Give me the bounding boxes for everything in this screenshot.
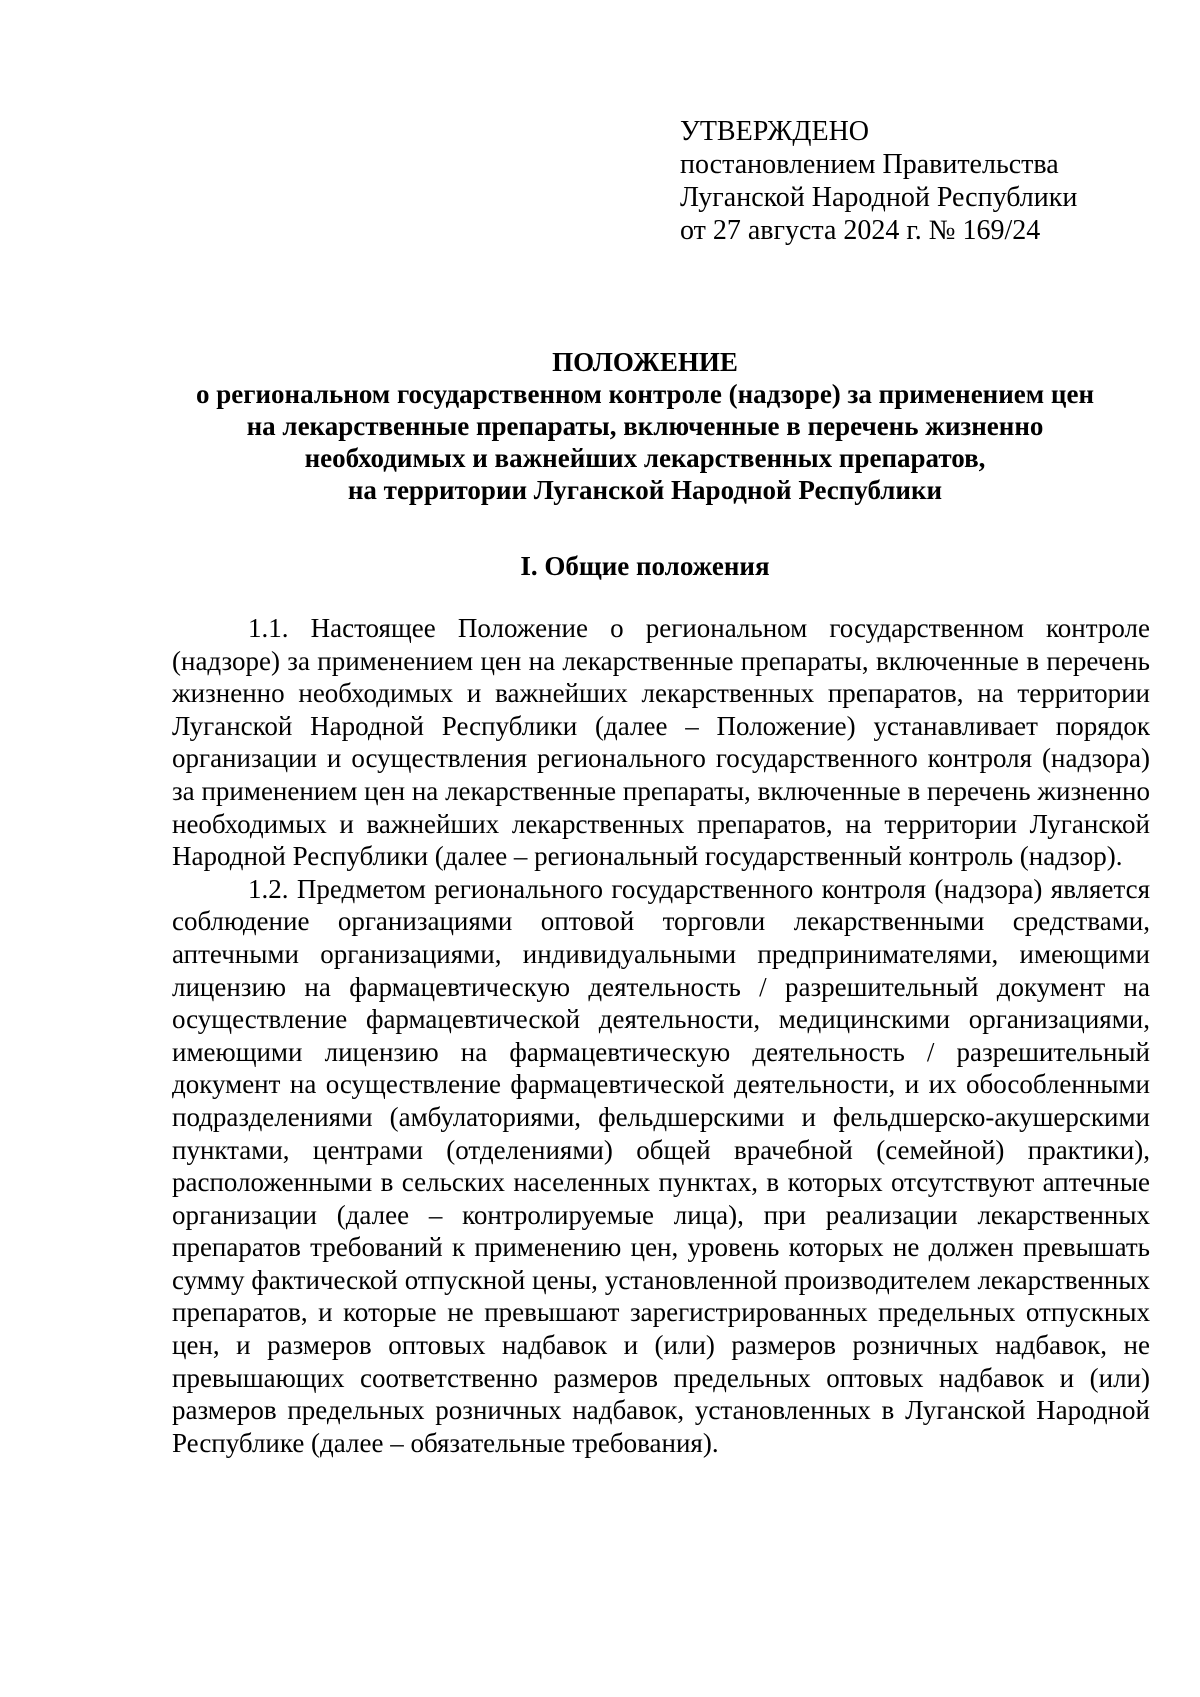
section-heading: I. Общие положения bbox=[520, 551, 770, 581]
approval-block bbox=[680, 115, 1077, 247]
approval-line: постановлением Правительства bbox=[680, 149, 1059, 180]
document-body bbox=[172, 612, 1150, 1459]
approval-date-number: от 27 августа 2024 г. № 169/24 bbox=[680, 215, 1041, 246]
document-title bbox=[150, 346, 1140, 506]
document-title-line: на территории Луганской Народной Республики bbox=[347, 475, 943, 505]
paragraph-1-2: 1.2. Предметом регионального государственного контроля (надзора) является соблюдение организациями оптовой торговли лекарственными средствами, аптечными организациями, индивидуальными предпринимателями, имеющими лицензию на фармацевтическую деятельность / разрешительный документ на осуществление фармацевтической деятельности, медицинскими организациями, имеющими лицензию на фармацевтическую деятельность / разрешительный документ на осуществление фармацевтической деятельности, и их обособленными подразделениями (амбулаториями, фельдшерскими и фельдшерско-акушерскими пунктами, центрами (отделениями) общей врачебной (семейной) практики), расположенными в сельских населенных пунктах, в которых отсутствуют аптечные организации (далее – контролируемые лица), при реализации лекарственных препаратов требований к применению цен, уровень которых не должен превышать сумму фактической отпускной цены, установленной производителем лекарственных препаратов, и которые не превышают зарегистрированных предельных отпускных цен, и размеров оптовых надбавок и (или) размеров розничных надбавок, не превышающих соответственно размеров предельных оптовых надбавок и (или) размеров предельных розничных надбавок, установленных в Луганской Народной Республике (далее – обязательные требования). bbox=[172, 873, 1150, 1458]
document-title-line: на лекарственные препараты, включенные в перечень жизненно bbox=[246, 411, 1044, 441]
paragraph-1-1: 1.1. Настоящее Положение о региональном государственном контроле (надзоре) за применением цен на лекарственные препараты, включенные в перечень жизненно необходимых и важнейших лекарственных препаратов, на территории Луганской Народной Республики (далее – Положение) устанавливает порядок организации и осуществления регионального государственного контроля (надзора) за применением цен на лекарственные препараты, включенные в перечень жизненно необходимых и важнейших лекарственных препаратов, на территории Луганской Народной Республики (далее – региональный государственный контроль (надзор). bbox=[172, 613, 1150, 872]
approval-title: УТВЕРЖДЕНО bbox=[680, 116, 870, 147]
document-heading: ПОЛОЖЕНИЕ bbox=[552, 347, 738, 377]
document-title-line: необходимых и важнейших лекарственных препаратов, bbox=[304, 443, 986, 473]
document-title-line: о региональном государственном контроле (надзоре) за применением цен bbox=[195, 379, 1095, 409]
approval-line: Луганской Народной Республики bbox=[680, 182, 1078, 213]
